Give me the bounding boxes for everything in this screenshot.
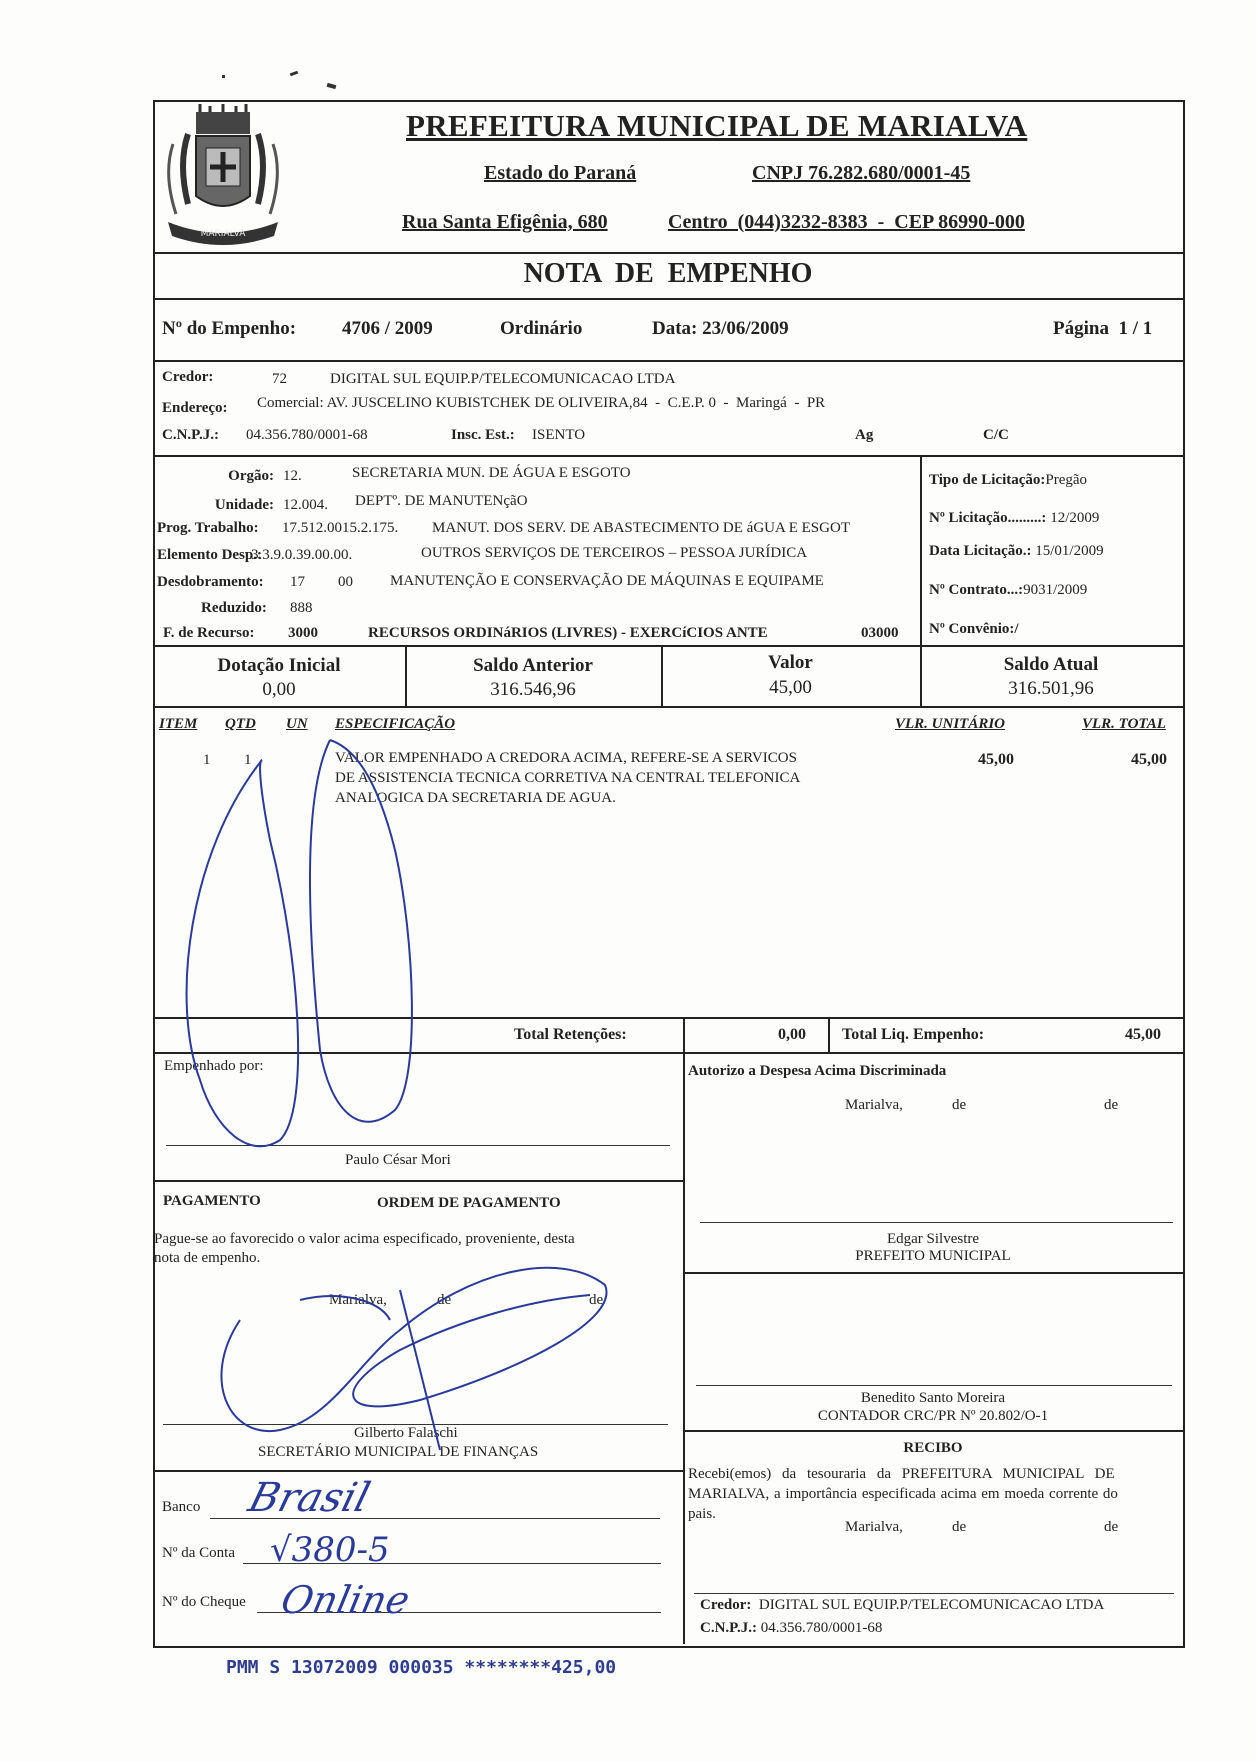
elemento-code: 3.3.9.0.39.00.00.	[251, 547, 353, 563]
elemento-label: Elemento Desp.:	[157, 547, 262, 563]
recibo-cnpj	[700, 1620, 882, 1637]
signature-line	[696, 1385, 1172, 1386]
fonte-label: F. de Recurso:	[163, 625, 255, 641]
divider	[153, 1180, 683, 1182]
col-unit: VLR. UNITÁRIO	[895, 716, 1006, 732]
prog-name: MANUT. DOS SERV. DE ABASTECIMENTO DE áGUA E ESGOT	[432, 520, 850, 536]
saldo-atual-label: Saldo Atual	[1003, 654, 1099, 675]
orgao-code: 12.	[283, 468, 302, 484]
elemento-name: OUTROS SERVIÇOS DE TERCEIROS – PESSOA JURÍDICA	[421, 545, 808, 561]
credor-label: Credor:	[162, 369, 214, 385]
document-title: NOTA DE EMPENHO	[523, 258, 813, 289]
divider	[153, 1052, 1183, 1054]
ag-label: Ag	[855, 427, 874, 443]
row-item: 1	[203, 752, 211, 768]
col-total: VLR. TOTAL	[1082, 716, 1166, 732]
recibo-cnpj-label: C.N.P.J.:	[700, 1620, 757, 1636]
orgao-name: SECRETARIA MUN. DE ÁGUA E ESGOTO	[352, 465, 631, 481]
row-spec-line-2: DE ASSISTENCIA TECNICA CORRETIVA NA CENTRAL TELEFONICA	[335, 770, 801, 786]
credor-address: Comercial: AV. JUSCELINO KUBISTCHEK DE OLIVEIRA,84 - C.E.P. 0 - Maringá - PR	[257, 395, 826, 411]
empenho-label: Nº do Empenho:	[162, 318, 297, 339]
page-number: Página 1 / 1	[1053, 318, 1153, 339]
retencoes-value: 0,00	[778, 1026, 806, 1043]
valor-value: 45,00	[769, 677, 812, 698]
num-value: 12/2009	[1050, 510, 1100, 526]
recibo-credor-name: DIGITAL SUL EQUIP.P/TELECOMUNICACAO LTDA	[758, 1597, 1105, 1613]
pagamento-de-2: de	[589, 1292, 604, 1308]
credor-name: DIGITAL SUL EQUIP.P/TELECOMUNICACAO LTDA	[330, 371, 676, 387]
col-item: ITEM	[159, 716, 198, 732]
divider	[153, 252, 1183, 254]
liquido-label: Total Liq. Empenho:	[842, 1026, 985, 1043]
col-qtd: QTD	[225, 716, 256, 732]
divider	[683, 1017, 685, 1644]
signature-line	[166, 1145, 670, 1146]
dotacao-value: 0,00	[262, 679, 296, 700]
prefeito-role: PREFEITO MUNICIPAL	[855, 1248, 1011, 1264]
col-spec: ESPECIFICAÇÃO	[335, 716, 456, 732]
empenhado-label: Empenhado por:	[164, 1058, 264, 1074]
recibo-title: RECIBO	[903, 1440, 963, 1456]
scan-speck	[222, 75, 225, 78]
credor-cnpj: 04.356.780/0001-68	[246, 427, 368, 443]
insc-label: Insc. Est.:	[451, 427, 515, 443]
tipo-value: Pregão	[1045, 472, 1088, 488]
retencoes-label: Total Retenções:	[514, 1026, 627, 1043]
desdobramento-name: MANUTENÇÃO E CONSERVAÇÃO DE MÁQUINAS E EQUIPAME	[390, 573, 824, 589]
saldo-atual-value: 316.501,96	[1008, 678, 1094, 699]
credor-code: 72	[272, 371, 287, 387]
secretario-name: Gilberto Falaschi	[354, 1425, 458, 1441]
empenho-date: Data: 23/06/2009	[652, 318, 789, 339]
empenho-number: 4706 / 2009	[342, 318, 433, 339]
pagamento-text-2: nota de empenho.	[154, 1250, 261, 1266]
row-unit-value: 45,00	[978, 751, 1014, 768]
recibo-de-1: de	[952, 1519, 967, 1535]
signature-line	[694, 1593, 1174, 1594]
pagamento-label: PAGAMENTO	[163, 1193, 261, 1209]
data-label: Data Licitação.:	[929, 543, 1032, 559]
divider	[153, 645, 1183, 647]
cheque-handwritten: Online	[277, 1578, 414, 1622]
orgao-label: Orgão:	[228, 468, 274, 484]
data-value: 15/01/2009	[1035, 543, 1104, 559]
reduzido-value: 888	[290, 600, 313, 616]
cheque-label: Nº do Cheque	[162, 1594, 246, 1610]
recibo-text-2: MARIALVA, a importância especificada acima em moeda corrente do	[688, 1486, 1118, 1502]
liquido-value: 45,00	[1125, 1026, 1161, 1043]
contact-label: Centro (044)3232-8383 - CEP 86990-000	[668, 211, 1025, 233]
dotacao-label: Dotação Inicial	[217, 655, 341, 676]
col-un: UN	[286, 716, 308, 732]
autorizo-de-2: de	[1104, 1097, 1119, 1113]
conta-handwritten: √380-5	[270, 1530, 390, 1570]
licitacao-tipo	[929, 472, 1087, 489]
page-title: PREFEITURA MUNICIPAL DE MARIALVA	[406, 108, 1028, 143]
saldo-anterior-value: 316.546,96	[490, 679, 576, 700]
unidade-label: Unidade:	[214, 497, 274, 513]
num-label: Nº Licitação.........:	[929, 510, 1047, 526]
unidade-name: DEPTº. DE MANUTENçãO	[355, 493, 528, 509]
saldo-anterior-label: Saldo Anterior	[473, 655, 593, 676]
reduzido-label: Reduzido:	[201, 600, 267, 616]
address-label: Rua Santa Efigênia, 680	[402, 211, 608, 233]
divider	[683, 1430, 1183, 1432]
recibo-text-3: pais.	[688, 1506, 716, 1522]
pagamento-de-1: de	[437, 1292, 452, 1308]
divider	[153, 298, 1183, 300]
prog-code: 17.512.0015.2.175.	[282, 520, 399, 536]
empenho-type: Ordinário	[500, 318, 583, 339]
pagamento-title: ORDEM DE PAGAMENTO	[377, 1195, 561, 1211]
fonte-name: RECURSOS ORDINáRIOS (LIVRES) - EXERCíCIOS ANTE	[368, 625, 768, 641]
desdobramento-a: 17	[290, 574, 305, 590]
desdobramento-b: 00	[338, 574, 353, 590]
prefeito-name: Edgar Silvestre	[886, 1231, 980, 1247]
fonte-code: 3000	[288, 625, 318, 641]
conta-label: Nº da Conta	[162, 1545, 235, 1561]
desdobramento-label: Desdobramento:	[157, 574, 264, 590]
address-field-label: Endereço:	[162, 400, 228, 416]
pagamento-place: Marialva,	[329, 1292, 387, 1308]
payment-stamp: PMM S 13072009 000035 ********425,00	[226, 1657, 617, 1678]
divider	[828, 1017, 830, 1052]
row-spec-line-1: VALOR EMPENHADO A CREDORA ACIMA, REFERE-SE A SERVICOS	[335, 750, 797, 766]
contrato-label: Nº Contrato...:	[929, 582, 1024, 598]
licitacao-numero	[929, 510, 1099, 527]
fonte-ext: 03000	[861, 625, 899, 641]
contrato-value: 9031/2009	[1023, 582, 1088, 598]
secretario-role: SECRETÁRIO MUNICIPAL DE FINANÇAS	[258, 1444, 539, 1460]
coat-of-arms-logo	[158, 104, 288, 252]
contador-role: CONTADOR CRC/PR Nº 20.802/O-1	[817, 1408, 1049, 1424]
recibo-text-1: Recebi(emos) da tesouraria da PREFEITURA MUNICIPAL DE	[688, 1466, 1115, 1482]
contador-name: Benedito Santo Moreira	[860, 1390, 1006, 1406]
state-label: Estado do Paraná	[484, 162, 637, 184]
row-total-value: 45,00	[1131, 751, 1167, 768]
divider	[153, 706, 1183, 708]
cnpj-field-label: C.N.P.J.:	[162, 427, 219, 443]
prog-label: Prog. Trabalho:	[157, 520, 259, 536]
licitacao-contrato	[929, 582, 1087, 599]
divider	[153, 1017, 1183, 1019]
banco-label: Banco	[162, 1499, 201, 1515]
recibo-place: Marialva,	[845, 1519, 903, 1535]
svg-text:MARIALVA: MARIALVA	[200, 229, 246, 239]
valor-label: Valor	[768, 652, 813, 673]
cnpj-label: CNPJ 76.282.680/0001-45	[752, 162, 971, 184]
row-spec-line-3: ANALOGICA DA SECRETARIA DE AGUA.	[335, 790, 616, 806]
recibo-cnpj-value: 04.356.780/0001-68	[760, 1620, 883, 1636]
row-qtd: 1	[244, 752, 252, 768]
autorizo-place: Marialva,	[845, 1097, 903, 1113]
pagamento-text-1: Pague-se ao favorecido o valor acima especificado, proveniente, desta	[154, 1231, 575, 1247]
cc-label: C/C	[983, 427, 1009, 443]
insc-value: ISENTO	[532, 427, 586, 443]
empenhado-name: Paulo César Mori	[345, 1152, 451, 1168]
convenio-label: Nº Convênio:/	[929, 621, 1019, 637]
divider	[153, 455, 1183, 457]
scan-speck	[290, 71, 299, 77]
recibo-de-2: de	[1104, 1519, 1119, 1535]
divider	[153, 1470, 683, 1472]
banco-handwritten: Brasil	[243, 1475, 375, 1521]
divider	[683, 1272, 1183, 1274]
signature-line	[700, 1222, 1173, 1223]
tipo-label: Tipo de Licitação:	[929, 472, 1046, 488]
recibo-credor-label: Credor:	[700, 1597, 752, 1613]
recibo-credor	[700, 1597, 1104, 1614]
autorizo-title: Autorizo a Despesa Acima Discriminada	[688, 1063, 947, 1079]
unidade-code: 12.004.	[283, 497, 328, 513]
autorizo-de-1: de	[952, 1097, 967, 1113]
scan-speck	[327, 83, 337, 89]
licitacao-data	[929, 543, 1104, 560]
divider	[153, 360, 1183, 362]
